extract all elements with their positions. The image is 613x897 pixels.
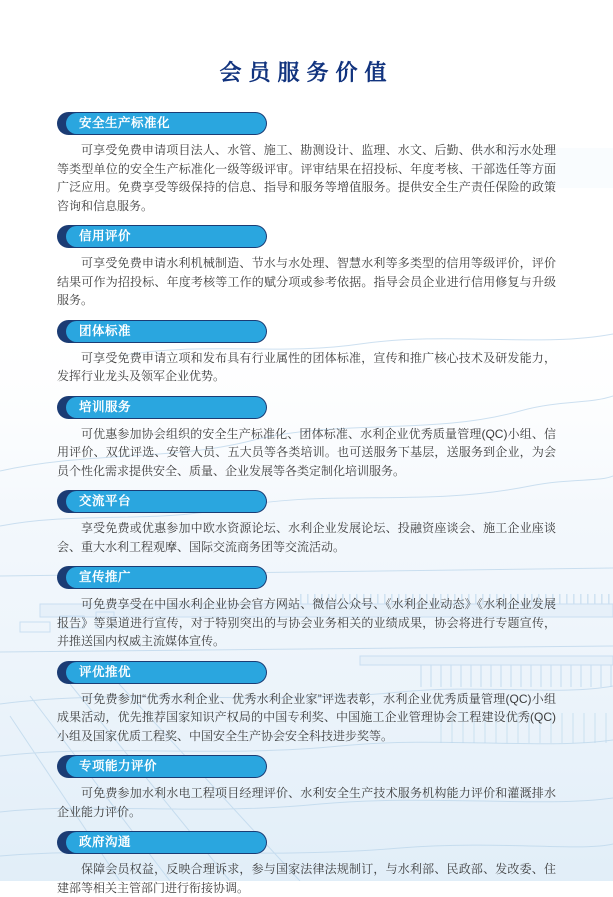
page (0, 56, 613, 895)
document-page (0, 56, 613, 895)
section-banner (57, 320, 267, 343)
section (57, 831, 556, 897)
section-banner (57, 490, 267, 513)
section-title: 安全生产标准化 (79, 116, 171, 131)
sections-container (0, 112, 613, 897)
section-banner (57, 112, 267, 135)
section (57, 566, 556, 651)
section-banner (57, 225, 267, 248)
page-title: 会员服务价值 (219, 60, 394, 85)
section-banner (57, 755, 267, 778)
section (57, 320, 556, 386)
section-paragraph: 可免费享受在中国水利企业协会官方网站、微信公众号、《水利企业动态》《水利企业发展报告》等渠道进行宣传，对于特别突出的与协会业务相关的业绩成果，协会将进行专题宣传，并推送国内权威主流媒体宣传。 (57, 597, 556, 648)
section-paragraph: 可享受免费申请水利机械制造、节水与水处理、智慧水利等多类型的信用等级评价，评价结果可作为招投标、年度考核等工作的赋分项或参考依据。指导会员企业进行信用修复与升级服务。 (57, 256, 556, 307)
section-title: 专项能力评价 (79, 759, 158, 774)
banner-label-pill (66, 113, 266, 134)
section-title: 评优推优 (79, 664, 132, 679)
section-paragraph: 可享受免费申请立项和发布具有行业属性的团体标准，宣传和推广核心技术及研发能力，发挥行业龙头及领军企业优势。 (57, 350, 556, 383)
banner-label-pill (66, 491, 266, 512)
section-paragraph: 享受免费或优惠参加中欧水资源论坛、水利企业发展论坛、投融资座谈会、施工企业座谈会、重大水利工程观摩、国际交流商务团等交流活动。 (57, 521, 556, 554)
section-banner (57, 566, 267, 589)
section-paragraph: 可优惠参加协会组织的安全生产标准化、团体标准、水利企业优秀质量管理(QC)小组、信用评价、双优评选、安管人员、五大员等各类培训。也可送服务下基层，送服务到企业，为会员个性化需求提供安全、质量、企业发展等各类定制化培训服务。 (57, 426, 556, 478)
section-banner (57, 831, 267, 854)
banner-label-pill (66, 756, 266, 777)
section (57, 755, 556, 821)
banner-label-pill (66, 321, 266, 342)
section-paragraph: 可免费参加水利水电工程项目经理评价、水利安全生产技术服务机构能力评价和灌溉排水企业能力评价。 (57, 786, 556, 819)
section (57, 490, 556, 556)
banner-label-pill (66, 662, 266, 683)
section (57, 112, 556, 215)
banner-label-pill (66, 226, 266, 247)
section-paragraph: 可享受免费申请项目法人、水管、施工、勘测设计、监理、水文、后勤、供水和污水处理等类型单位的安全生产标准化一级等级评审。评审结果在招投标、年度考核、干部选任等方面广泛应用。免费享受等级保持的信息、指导和服务等增值服务。提供安全生产责任保险的政策咨询和信息服务。 (57, 143, 556, 213)
section-title: 政府沟通 (79, 835, 132, 850)
section-title: 交流平台 (79, 494, 132, 509)
banner-label-pill (66, 832, 266, 853)
section (57, 396, 556, 481)
section-banner (57, 396, 267, 419)
section (57, 225, 556, 310)
section-title: 培训服务 (79, 399, 132, 414)
section-paragraph: 可免费参加“优秀水利企业、优秀水利企业家”评选表彰，水利企业优秀质量管理(QC)小组成果活动，优先推荐国家知识产权局的中国专利奖、中国施工企业管理协会工程建设优秀(QC)小组及国家优质工程奖、中国安全生产协会安全科技进步奖等。 (57, 691, 556, 743)
section-banner (57, 661, 267, 684)
banner-label-pill (66, 397, 266, 418)
section-title: 信用评价 (79, 229, 132, 244)
banner-label-pill (66, 567, 266, 588)
section-paragraph: 保障会员权益，反映合理诉求，参与国家法律法规制订，与水利部、民政部、发改委、住建部等相关主管部门进行衔接协调。 (57, 862, 556, 895)
section-title: 宣传推广 (79, 570, 132, 585)
section (57, 661, 556, 746)
page-content (0, 56, 613, 897)
section-title: 团体标准 (79, 323, 132, 338)
